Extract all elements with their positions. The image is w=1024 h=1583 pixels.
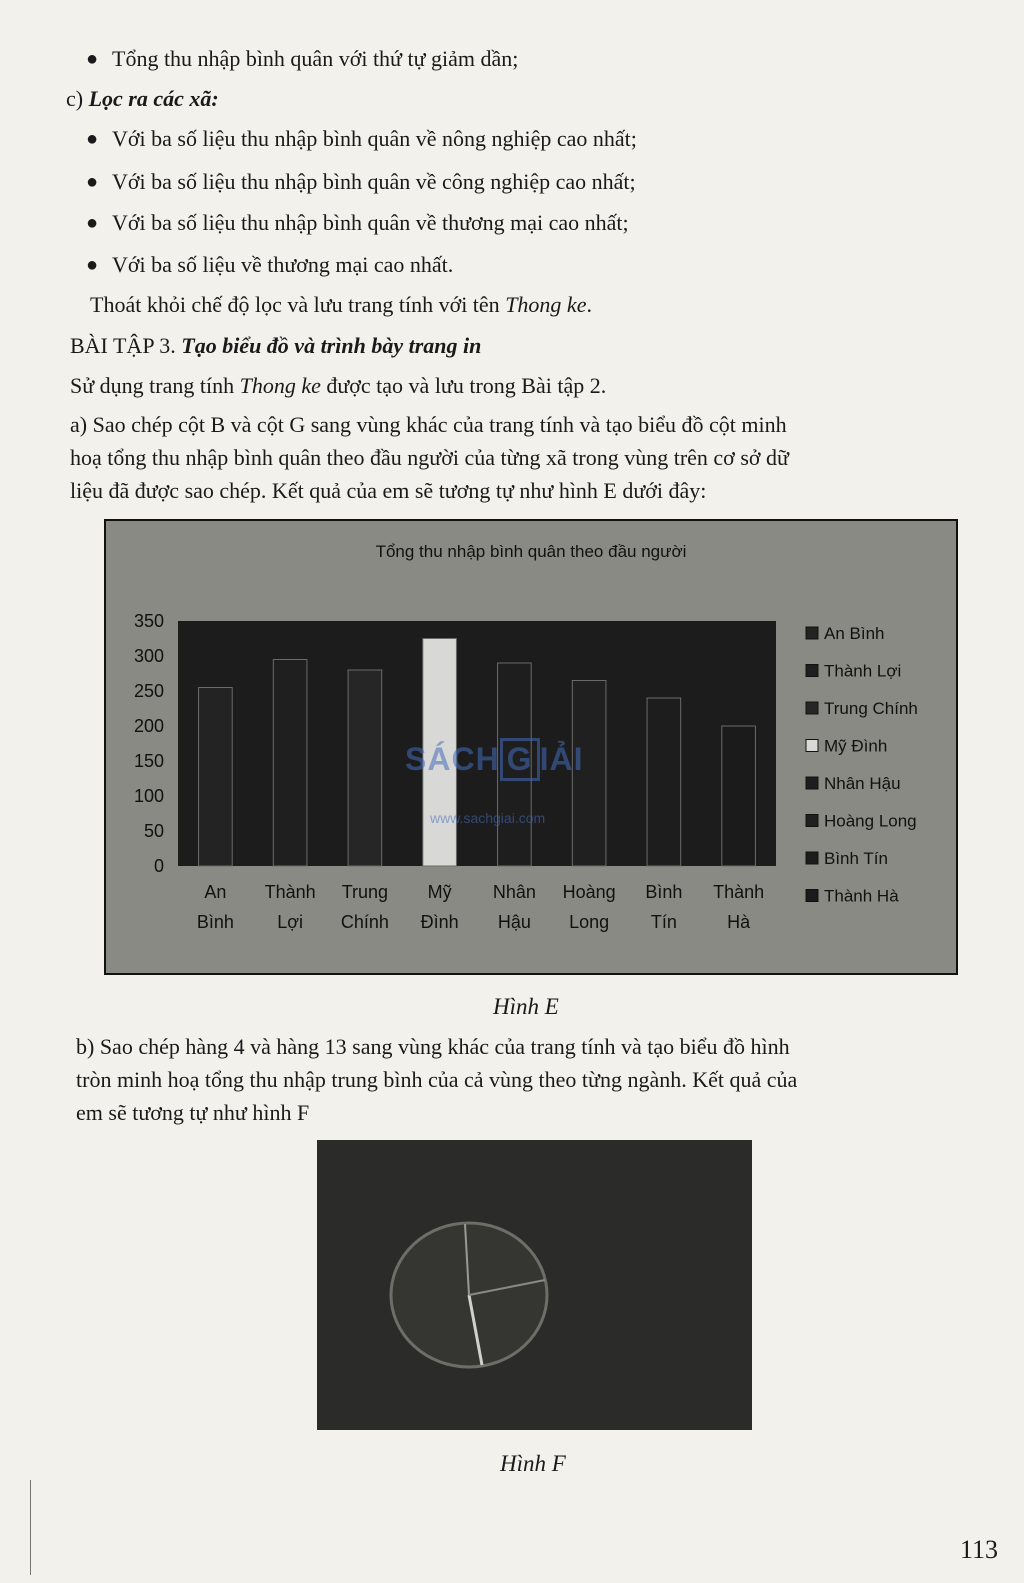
text-line: Với ba số liệu thu nhập bình quân về công nghiệp cao nhất; bbox=[112, 169, 636, 194]
text-line: Với ba số liệu thu nhập bình quân về thương mại cao nhất; bbox=[112, 210, 629, 235]
legend-swatch bbox=[806, 815, 818, 827]
legend-entry: Trung Chính bbox=[824, 699, 918, 718]
watermark-text: IẢI bbox=[539, 741, 584, 777]
bar bbox=[722, 726, 756, 866]
legend-swatch bbox=[806, 702, 818, 714]
page-number: 113 bbox=[959, 1535, 998, 1564]
bullet-dot: ● bbox=[86, 48, 99, 70]
text-span: Sử dụng trang tính bbox=[70, 373, 240, 398]
text-span: . bbox=[586, 292, 592, 317]
y-tick-label: 0 bbox=[153, 856, 164, 876]
text-line bbox=[90, 290, 592, 320]
bar bbox=[199, 688, 233, 867]
legend-swatch bbox=[806, 665, 818, 677]
figure-f-pie-chart bbox=[317, 1140, 752, 1430]
exercise-title: Tạo biểu đồ và trình bày trang in bbox=[181, 333, 482, 358]
legend-entry: Hoàng Long bbox=[824, 811, 917, 831]
y-tick-label: 150 bbox=[133, 751, 164, 771]
text-line: hoạ tổng thu nhập bình quân theo đầu người của từng xã trong vùng trên cơ sở dữ bbox=[70, 445, 789, 470]
legend-swatch bbox=[806, 627, 818, 639]
text-line: b) Sao chép hàng 4 và hàng 13 sang vùng khác của trang tính và tạo biểu đồ hình bbox=[76, 1034, 790, 1059]
bullet-dot: ● bbox=[86, 254, 99, 276]
legend-entry: Mỹ Đình bbox=[824, 736, 888, 756]
section-label: c) bbox=[66, 86, 84, 111]
x-tick-label: Hoàng bbox=[562, 882, 616, 902]
text-line: em sẽ tương tự như hình F bbox=[76, 1100, 310, 1125]
watermark-logo bbox=[405, 738, 583, 781]
watermark-text: SÁCH bbox=[405, 741, 500, 777]
text-span: được tạo và lưu trong Bài tập 2. bbox=[320, 373, 607, 398]
figure-f-caption: Hình F bbox=[500, 1451, 566, 1476]
legend-swatch bbox=[806, 890, 818, 902]
y-tick-label: 50 bbox=[143, 821, 164, 841]
x-tick-label: Hậu bbox=[497, 912, 531, 932]
bar bbox=[348, 670, 382, 866]
bullet-dot: ● bbox=[86, 212, 99, 234]
exercise-label: BÀI TẬP 3. bbox=[70, 333, 176, 358]
section-c-heading bbox=[66, 84, 219, 114]
text-line: Với ba số liệu về thương mại cao nhất. bbox=[112, 252, 454, 277]
legend-swatch bbox=[806, 740, 818, 752]
bullet-dot: ● bbox=[86, 171, 99, 193]
y-tick-label: 100 bbox=[133, 786, 164, 806]
x-tick-label: Nhân bbox=[492, 882, 536, 902]
watermark-box-letter: G bbox=[500, 738, 540, 781]
x-tick-label: Thành bbox=[713, 882, 765, 902]
legend-entry: Thành Hà bbox=[824, 886, 899, 906]
text-line: a) Sao chép cột B và cột G sang vùng khác của trang tính và tạo biểu đồ cột minh bbox=[70, 412, 787, 437]
legend-swatch bbox=[806, 852, 818, 864]
chart-title: Tổng thu nhập bình quân theo đầu người bbox=[375, 542, 687, 561]
figure-e-caption: Hình E bbox=[493, 994, 559, 1019]
x-tick-label: Chính bbox=[340, 912, 389, 932]
y-tick-label: 250 bbox=[133, 681, 164, 701]
text-line: Với ba số liệu thu nhập bình quân về nông nghiệp cao nhất; bbox=[112, 126, 637, 151]
text-line: Tổng thu nhập bình quân với thứ tự giảm dần; bbox=[112, 46, 519, 71]
y-tick-label: 350 bbox=[133, 611, 164, 631]
margin-rule bbox=[30, 1480, 31, 1575]
x-tick-label: Mỹ bbox=[427, 882, 452, 902]
text-line: liệu đã được sao chép. Kết quả của em sẽ tương tự như hình E dưới đây: bbox=[70, 478, 707, 503]
x-tick-label: Thành bbox=[264, 882, 316, 902]
text-line bbox=[70, 371, 606, 401]
y-tick-label: 300 bbox=[133, 646, 164, 666]
legend-entry: Thành Lợi bbox=[824, 661, 902, 681]
x-tick-label: Lợi bbox=[277, 912, 304, 932]
sheet-name: Thong ke bbox=[239, 373, 321, 398]
exercise-heading bbox=[70, 331, 481, 361]
bullet-dot: ● bbox=[86, 128, 99, 150]
pie-chart-svg bbox=[317, 1140, 752, 1430]
x-tick-label: Long bbox=[569, 912, 610, 932]
x-tick-label: Hà bbox=[727, 912, 751, 932]
watermark-url: www.sachgiai.com bbox=[430, 810, 546, 826]
x-tick-label: Đình bbox=[420, 912, 459, 932]
y-tick-label: 200 bbox=[133, 716, 164, 736]
legend-swatch bbox=[806, 777, 818, 789]
text-line: tròn minh hoạ tổng thu nhập trung bình của cả vùng theo từng ngành. Kết quả của bbox=[76, 1067, 798, 1092]
section-title: Lọc ra các xã: bbox=[88, 86, 219, 111]
bar bbox=[273, 660, 307, 867]
text-span: Thoát khỏi chế độ lọc và lưu trang tính với tên bbox=[90, 292, 506, 317]
legend-entry: Nhân Hậu bbox=[824, 774, 901, 793]
x-tick-label: Tín bbox=[650, 912, 677, 932]
x-tick-label: An bbox=[204, 882, 227, 902]
x-tick-label: Trung bbox=[341, 882, 389, 902]
x-tick-label: Bình bbox=[645, 882, 683, 902]
sheet-name: Thong ke bbox=[505, 292, 587, 317]
legend-entry: An Bình bbox=[824, 624, 885, 643]
x-tick-label: Bình bbox=[196, 912, 234, 932]
legend-entry: Bình Tín bbox=[824, 849, 888, 868]
bar bbox=[647, 698, 681, 866]
